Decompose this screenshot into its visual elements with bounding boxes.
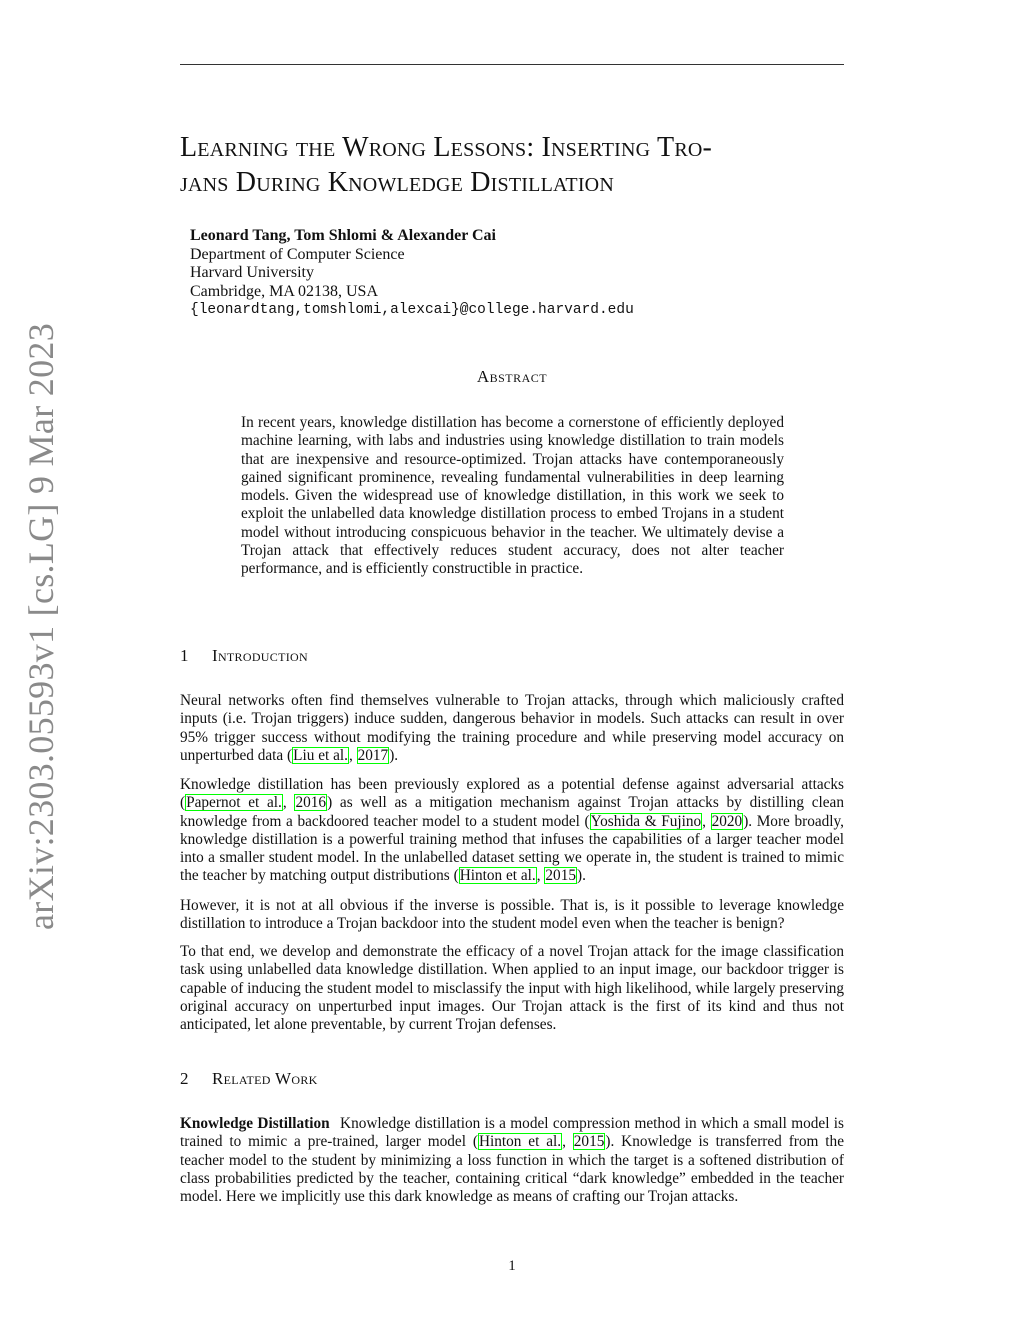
intro-paragraph-4: To that end, we develop and demonstrate the efficacy of a novel Trojan attack for the image classification task using unlabelled data knowledge distillation. When applied to an input image, our backdoor trigger is capable of inducing the student model to misclassify the input with high likelihood, while largely preserving original accuracy on unperturbed input images. Our Trojan attack is the first of its kind and thus not anticipated, let alone preventable, by current Trojan defenses. [180,943,844,1034]
citation-link[interactable]: 2020 [711,812,743,830]
paragraph-text: Neural networks often find themselves vulnerable to Trojan attacks, through which maliciously crafted inputs (i.e. Trojan triggers) induce sudden, dangerous behavior in models. Such attacks can result in over 95% trigger success without modifying the training procedure and while preserving model accuracy on unperturbed data ( [180,692,844,764]
intro-paragraph-3: However, it is not at all obvious if the inverse is possible. That is, is it possible to leverage knowledge distillation to introduce a Trojan backdoor into the student model even when the teacher is benign? [180,897,844,933]
paragraph-text: Knowledge distillation has been previously explored as a potential defense against adversarial attacks ( [180,776,844,812]
affiliation-line: Cambridge, MA 02138, USA [190,282,378,300]
arxiv-id: arXiv:2303.05593v1 [cs.LG] 9 Mar 2023 [21,323,61,930]
intro-paragraph-1: Neural networks often find themselves vulnerable to Trojan attacks, through which maliciously crafted inputs (i.e. Trojan triggers) induce sudden, dangerous behavior in models. Such attacks can result in over 95% trigger success without modifying the training procedure and while preserving model accuracy on unperturbed data (Liu et al., 2017). [180,692,844,764]
citation-link[interactable]: Hinton et al. [459,867,536,885]
citation-link[interactable]: 2017 [357,746,389,764]
citation-link[interactable]: Papernot et al. [186,794,282,812]
section-heading [180,646,844,666]
paragraph-text: ). [389,746,399,764]
affiliation-line: Harvard University [190,264,314,281]
citation-link[interactable]: 2016 [295,794,327,812]
affiliation-line: Department of Computer Science [190,245,405,263]
section-heading [180,1069,844,1089]
citation-link[interactable]: Liu et al. [293,746,348,764]
citation-link[interactable]: Yoshida & Fujino [590,812,702,830]
author-names: Leonard Tang, Tom Shlomi & Alexander Cai [190,227,496,244]
intro-paragraph-2: Knowledge distillation has been previously explored as a potential defense against adversarial attacks (Papernot et al., 2016) as well as a mitigation mechanism against Trojan attacks by distilling clean knowledge from a backdoored teacher model to a student model (Yoshida & Fujino, 2020). More broadly, knowledge distillation is a powerful training method that infuses the capabilities of a larger teacher model into a smaller student model. In the unlabelled dataset setting we operate in, the student is trained to mimic the teacher by matching output distributions (Hinton et al., 2015). [180,776,845,885]
title-line: jans During Knowledge Distillation [180,167,614,198]
citation-link[interactable]: Hinton et al. [478,1133,562,1151]
paper-title [180,130,844,200]
section-title: Related Work [212,1069,318,1088]
page-number: 1 [508,1258,516,1274]
header-rule [180,64,844,65]
paragraph-text: ). Knowledge is transferred from the teacher model to the student by minimizing a loss function in which the target is a softened distribution of class probabilities predicted by the teacher, containing critical “dark knowledge” embedded in the teacher model. Here we implicitly use this dark knowledge as means of crafting our Trojan attacks. [180,1133,844,1206]
section-title: Introduction [212,646,308,665]
abstract-heading: Abstract [476,367,548,386]
paragraph-text: ) as well as a mitigation mechanism against Trojan attacks by distilling clean knowledge from a backdoored teacher model to a student model ( [180,794,844,830]
section-number: 2 [180,1069,189,1088]
paragraph-text: ). [576,867,586,885]
paragraph-heading: Knowledge Distillation [180,1115,330,1132]
author-block [190,227,830,320]
title-line: Learning the Wrong Lessons: Inserting Tro- [180,132,713,163]
citation-link[interactable]: 2015 [545,867,576,885]
section-number: 1 [180,646,189,665]
abstract-text: In recent years, knowledge distillation has become a cornerstone of efficiently deployed machine learning, with labs and industries using knowledge distillation to train models that are inexpensive and resource-optimized. Trojan attacks have contemporaneously gained significant prominence, revealing fundamental vulnerabilities in deep learning models. Given the widespread use of knowledge distillation, in this work we seek to exploit the unlabelled data knowledge distillation process to embed Trojans in a student model without introducing conspicuous behavior in the teacher. We ultimately devise a Trojan attack that effectively reduces student accuracy, does not alter teacher performance, and is efficiently constructible in practice. [241,414,784,578]
paragraph-text: ). More broadly, knowledge distillation is a powerful training method that infuses the capabilities of a larger teacher model into a smaller student model. In the unlabelled dataset setting we operate in, the student is trained to mimic the teacher by matching output distributions ( [180,812,845,885]
paragraph-text: Knowledge distillation is a model compression method in which a small model is trained to mimic a pre-trained, larger model ( [180,1115,845,1151]
citation-link[interactable]: 2015 [573,1133,605,1151]
author-email: {leonardtang,tomshlomi,alexcai}@college.harvard.edu [190,302,634,318]
related-work-paragraph: Knowledge Distillation Knowledge distillation is a model compression method in which a small model is trained to mimic a pre-trained, larger model (Hinton et al., 2015). Knowledge is transferred from the teacher model to the student by minimizing a loss function in which the target is a softened distribution of class probabilities predicted by the teacher, containing critical “dark knowledge” embedded in the teacher model. Here we implicitly use this dark knowledge as means of crafting our Trojan attacks. [180,1115,845,1206]
